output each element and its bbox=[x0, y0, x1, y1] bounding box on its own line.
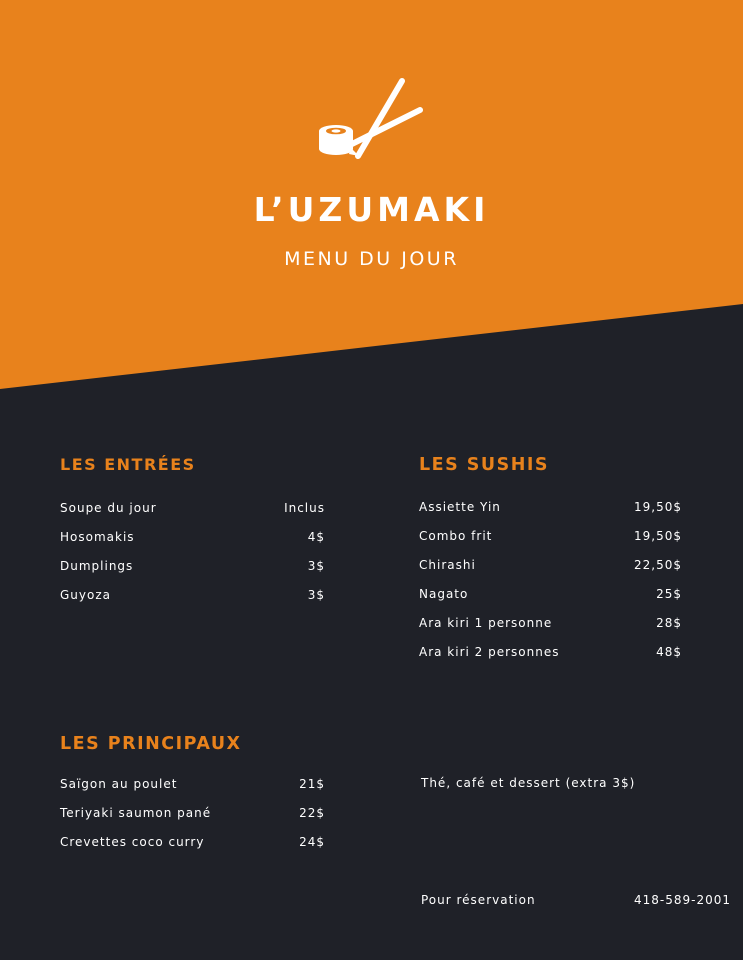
sushis-item-list bbox=[419, 500, 682, 674]
principaux-title: LES PRINCIPAUX bbox=[60, 734, 242, 754]
item-name: Hosomakis bbox=[60, 530, 135, 544]
menu-item bbox=[419, 587, 682, 616]
item-price: 3$ bbox=[307, 588, 325, 602]
item-name: Guyoza bbox=[60, 588, 111, 602]
item-price: 48$ bbox=[656, 645, 682, 659]
item-name: Ara kiri 1 personne bbox=[419, 616, 553, 630]
item-price: Inclus bbox=[284, 501, 325, 515]
entrees-title: LES ENTRÉES bbox=[60, 455, 196, 474]
sushis-section bbox=[419, 455, 682, 675]
menu-item bbox=[60, 530, 325, 559]
item-name: Dumplings bbox=[60, 559, 134, 573]
item-name: Soupe du jour bbox=[60, 501, 157, 515]
item-price: 19,50$ bbox=[634, 500, 682, 514]
item-name: Combo frit bbox=[419, 529, 493, 543]
menu-subtitle: MENU DU JOUR bbox=[284, 248, 459, 270]
phone-number[interactable]: 418-589-2001 bbox=[633, 893, 731, 907]
menu-item bbox=[60, 559, 325, 588]
item-name: Nagato bbox=[419, 587, 469, 601]
item-price: 24$ bbox=[299, 835, 325, 849]
menu-item bbox=[419, 558, 682, 587]
item-price: 25$ bbox=[656, 587, 682, 601]
menu-item bbox=[419, 500, 682, 529]
principaux-item-list bbox=[60, 777, 325, 864]
item-name: Teriyaki saumon pané bbox=[60, 806, 212, 820]
item-price: 28$ bbox=[656, 616, 682, 630]
menu-item bbox=[60, 777, 325, 806]
item-name: Assiette Yin bbox=[419, 500, 501, 514]
item-price: 19,50$ bbox=[634, 529, 682, 543]
item-price: 21$ bbox=[299, 777, 325, 791]
menu-item bbox=[60, 806, 325, 835]
item-name: Ara kiri 2 personnes bbox=[419, 645, 560, 659]
menu-item bbox=[60, 501, 325, 530]
menu-item bbox=[60, 835, 325, 864]
principaux-section bbox=[60, 734, 325, 859]
reservation-label: Pour réservation bbox=[421, 893, 536, 907]
item-price: 4$ bbox=[307, 530, 325, 544]
menu-item bbox=[419, 645, 682, 674]
item-price: 22$ bbox=[299, 806, 325, 820]
menu-item bbox=[419, 616, 682, 645]
menu-item bbox=[419, 529, 682, 558]
entrees-item-list bbox=[60, 501, 325, 617]
restaurant-name: L’UZUMAKI bbox=[253, 190, 490, 229]
item-price: 3$ bbox=[307, 559, 325, 573]
extras-note: Thé, café et dessert (extra 3$) bbox=[421, 776, 636, 790]
item-price: 22,50$ bbox=[634, 558, 682, 572]
item-name: Crevettes coco curry bbox=[60, 835, 205, 849]
item-name: Chirashi bbox=[419, 558, 476, 572]
entrees-section bbox=[60, 455, 325, 605]
sushis-title: LES SUSHIS bbox=[419, 455, 549, 475]
sushi-chopsticks-icon bbox=[312, 76, 424, 168]
item-name: Saïgon au poulet bbox=[60, 777, 178, 791]
menu-item bbox=[60, 588, 325, 617]
